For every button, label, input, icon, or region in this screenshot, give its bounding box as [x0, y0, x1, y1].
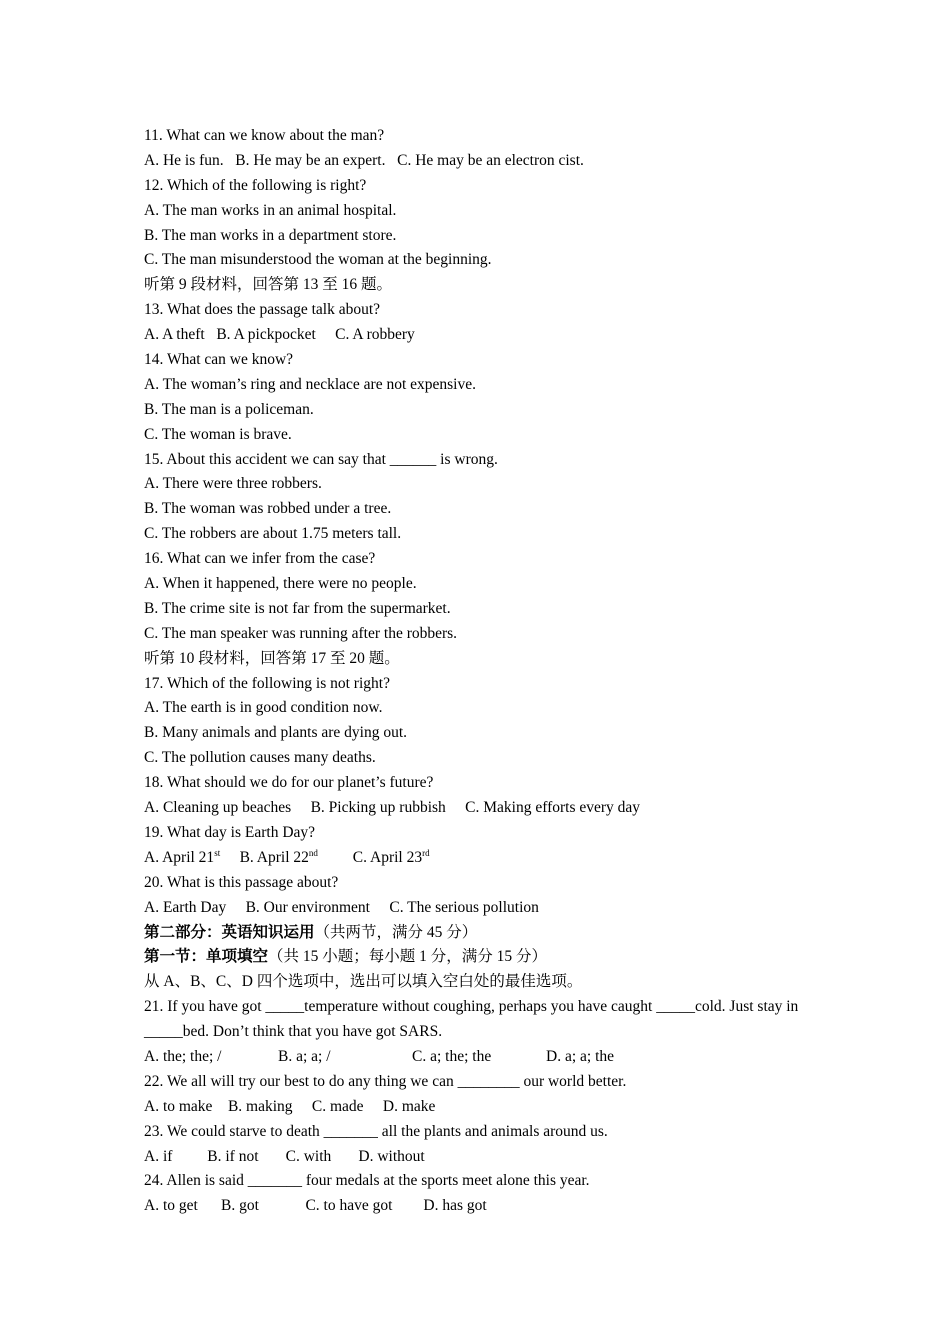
q17-question: 17. Which of the following is not right? — [144, 674, 390, 692]
q23-question: 23. We could starve to death _______ all the plants and animals around us. — [144, 1122, 608, 1140]
q18-options: A. Cleaning up beaches B. Picking up rubbish C. Making efforts every day — [144, 799, 641, 817]
document-page — [144, 124, 814, 1219]
q19-options — [144, 846, 814, 871]
q21-options — [144, 1045, 814, 1070]
q19-option-a — [144, 849, 220, 866]
q20-question: 20. What is this passage about? — [144, 873, 339, 891]
section1-title: 第一节：单项填空 — [144, 948, 269, 966]
q14-option-a: A. The woman’s ring and necklace are not expensive. — [144, 375, 476, 393]
q19-option-b-text: B. April 22 — [239, 848, 309, 866]
q24-question: 24. Allen is said _______ four medals at the sports meet alone this year. — [144, 1172, 590, 1190]
q23-options: A. if B. if not C. with D. without — [144, 1147, 425, 1165]
q14-option-b: B. The man is a policeman. — [144, 400, 314, 418]
q12-option-a: A. The man works in an animal hospital. — [144, 201, 397, 219]
q12-option-b: B. The man works in a department store. — [144, 226, 397, 244]
q22-question: 22. We all will try our best to do any thing we can ________ our world better. — [144, 1072, 627, 1090]
q11-options: A. He is fun. B. He may be an expert. C. He may be an electron cist. — [144, 151, 584, 169]
q20-options: A. Earth Day B. Our environment C. The serious pollution — [144, 898, 539, 916]
q16-option-b: B. The crime site is not far from the supermarket. — [144, 599, 451, 617]
q14-question: 14. What can we know? — [144, 351, 294, 369]
q15-option-b: B. The woman was robbed under a tree. — [144, 500, 392, 518]
q21-option-c: C. a; the; the — [412, 1047, 492, 1065]
q12-question: 12. Which of the following is right? — [144, 176, 367, 194]
section1-heading — [144, 945, 814, 970]
q19-option-a-text: A. April 21 — [144, 848, 215, 866]
part2-note: （共两节，满分 45 分） — [314, 923, 478, 941]
q19-option-a-sup: st — [214, 847, 221, 858]
section1-note: （共 15 小题；每小题 1 分，满分 15 分） — [268, 948, 548, 966]
q16-option-c: C. The man speaker was running after the robbers. — [144, 624, 458, 642]
q21-option-d: D. a; a; the — [546, 1047, 615, 1065]
part2-title: 第二部分：英语知识运用 — [144, 923, 315, 941]
section10-instruction: 听第 10 段材料，回答第 17 至 20 题。 — [144, 649, 400, 667]
q18-question: 18. What should we do for our planet’s future? — [144, 774, 434, 792]
q19-question: 19. What day is Earth Day? — [144, 823, 316, 841]
q22-options: A. to make B. making C. made D. make — [144, 1097, 436, 1115]
q17-option-b: B. Many animals and plants are dying out. — [144, 724, 408, 742]
q17-option-a: A. The earth is in good condition now. — [144, 699, 383, 717]
q11-question: 11. What can we know about the man? — [144, 127, 385, 144]
q17-option-c: C. The pollution causes many deaths. — [144, 749, 376, 767]
part2-heading — [144, 921, 814, 946]
q19-option-b-sup: nd — [308, 847, 318, 858]
q24-options: A. to get B. got C. to have got D. has got — [144, 1197, 487, 1215]
q13-question: 13. What does the passage talk about? — [144, 301, 381, 319]
q16-option-a: A. When it happened, there were no people. — [144, 575, 417, 593]
q19-option-c-text: C. April 23 — [352, 848, 423, 866]
q15-question: 15. About this accident we can say that ______ is wrong. — [144, 450, 498, 468]
q19-option-c-sup: rd — [422, 847, 430, 858]
q16-question: 16. What can we infer from the case? — [144, 550, 376, 568]
q21-option-a: A. the; the; / — [144, 1047, 222, 1065]
q12-option-c: C. The man misunderstood the woman at the beginning. — [144, 251, 492, 269]
q14-option-c: C. The woman is brave. — [144, 425, 292, 443]
section1-instruction: 从 A、B、C、D 四个选项中，选出可以填入空白处的最佳选项。 — [144, 973, 583, 991]
q15-option-a: A. There were three robbers. — [144, 475, 322, 493]
q21-option-b: B. a; a; / — [278, 1047, 331, 1065]
q15-option-c: C. The robbers are about 1.75 meters tall. — [144, 525, 402, 543]
q19-option-b — [240, 849, 318, 866]
q13-options: A. A theft B. A pickpocket C. A robbery — [144, 326, 415, 344]
q19-option-c — [353, 849, 430, 866]
section9-instruction: 听第 9 段材料，回答第 13 至 16 题。 — [144, 276, 393, 294]
q21-question: 21. If you have got _____temperature without coughing, perhaps you have caught _____cold. Just stay in _____bed. Don’t think that you have got SARS. — [144, 998, 799, 1041]
